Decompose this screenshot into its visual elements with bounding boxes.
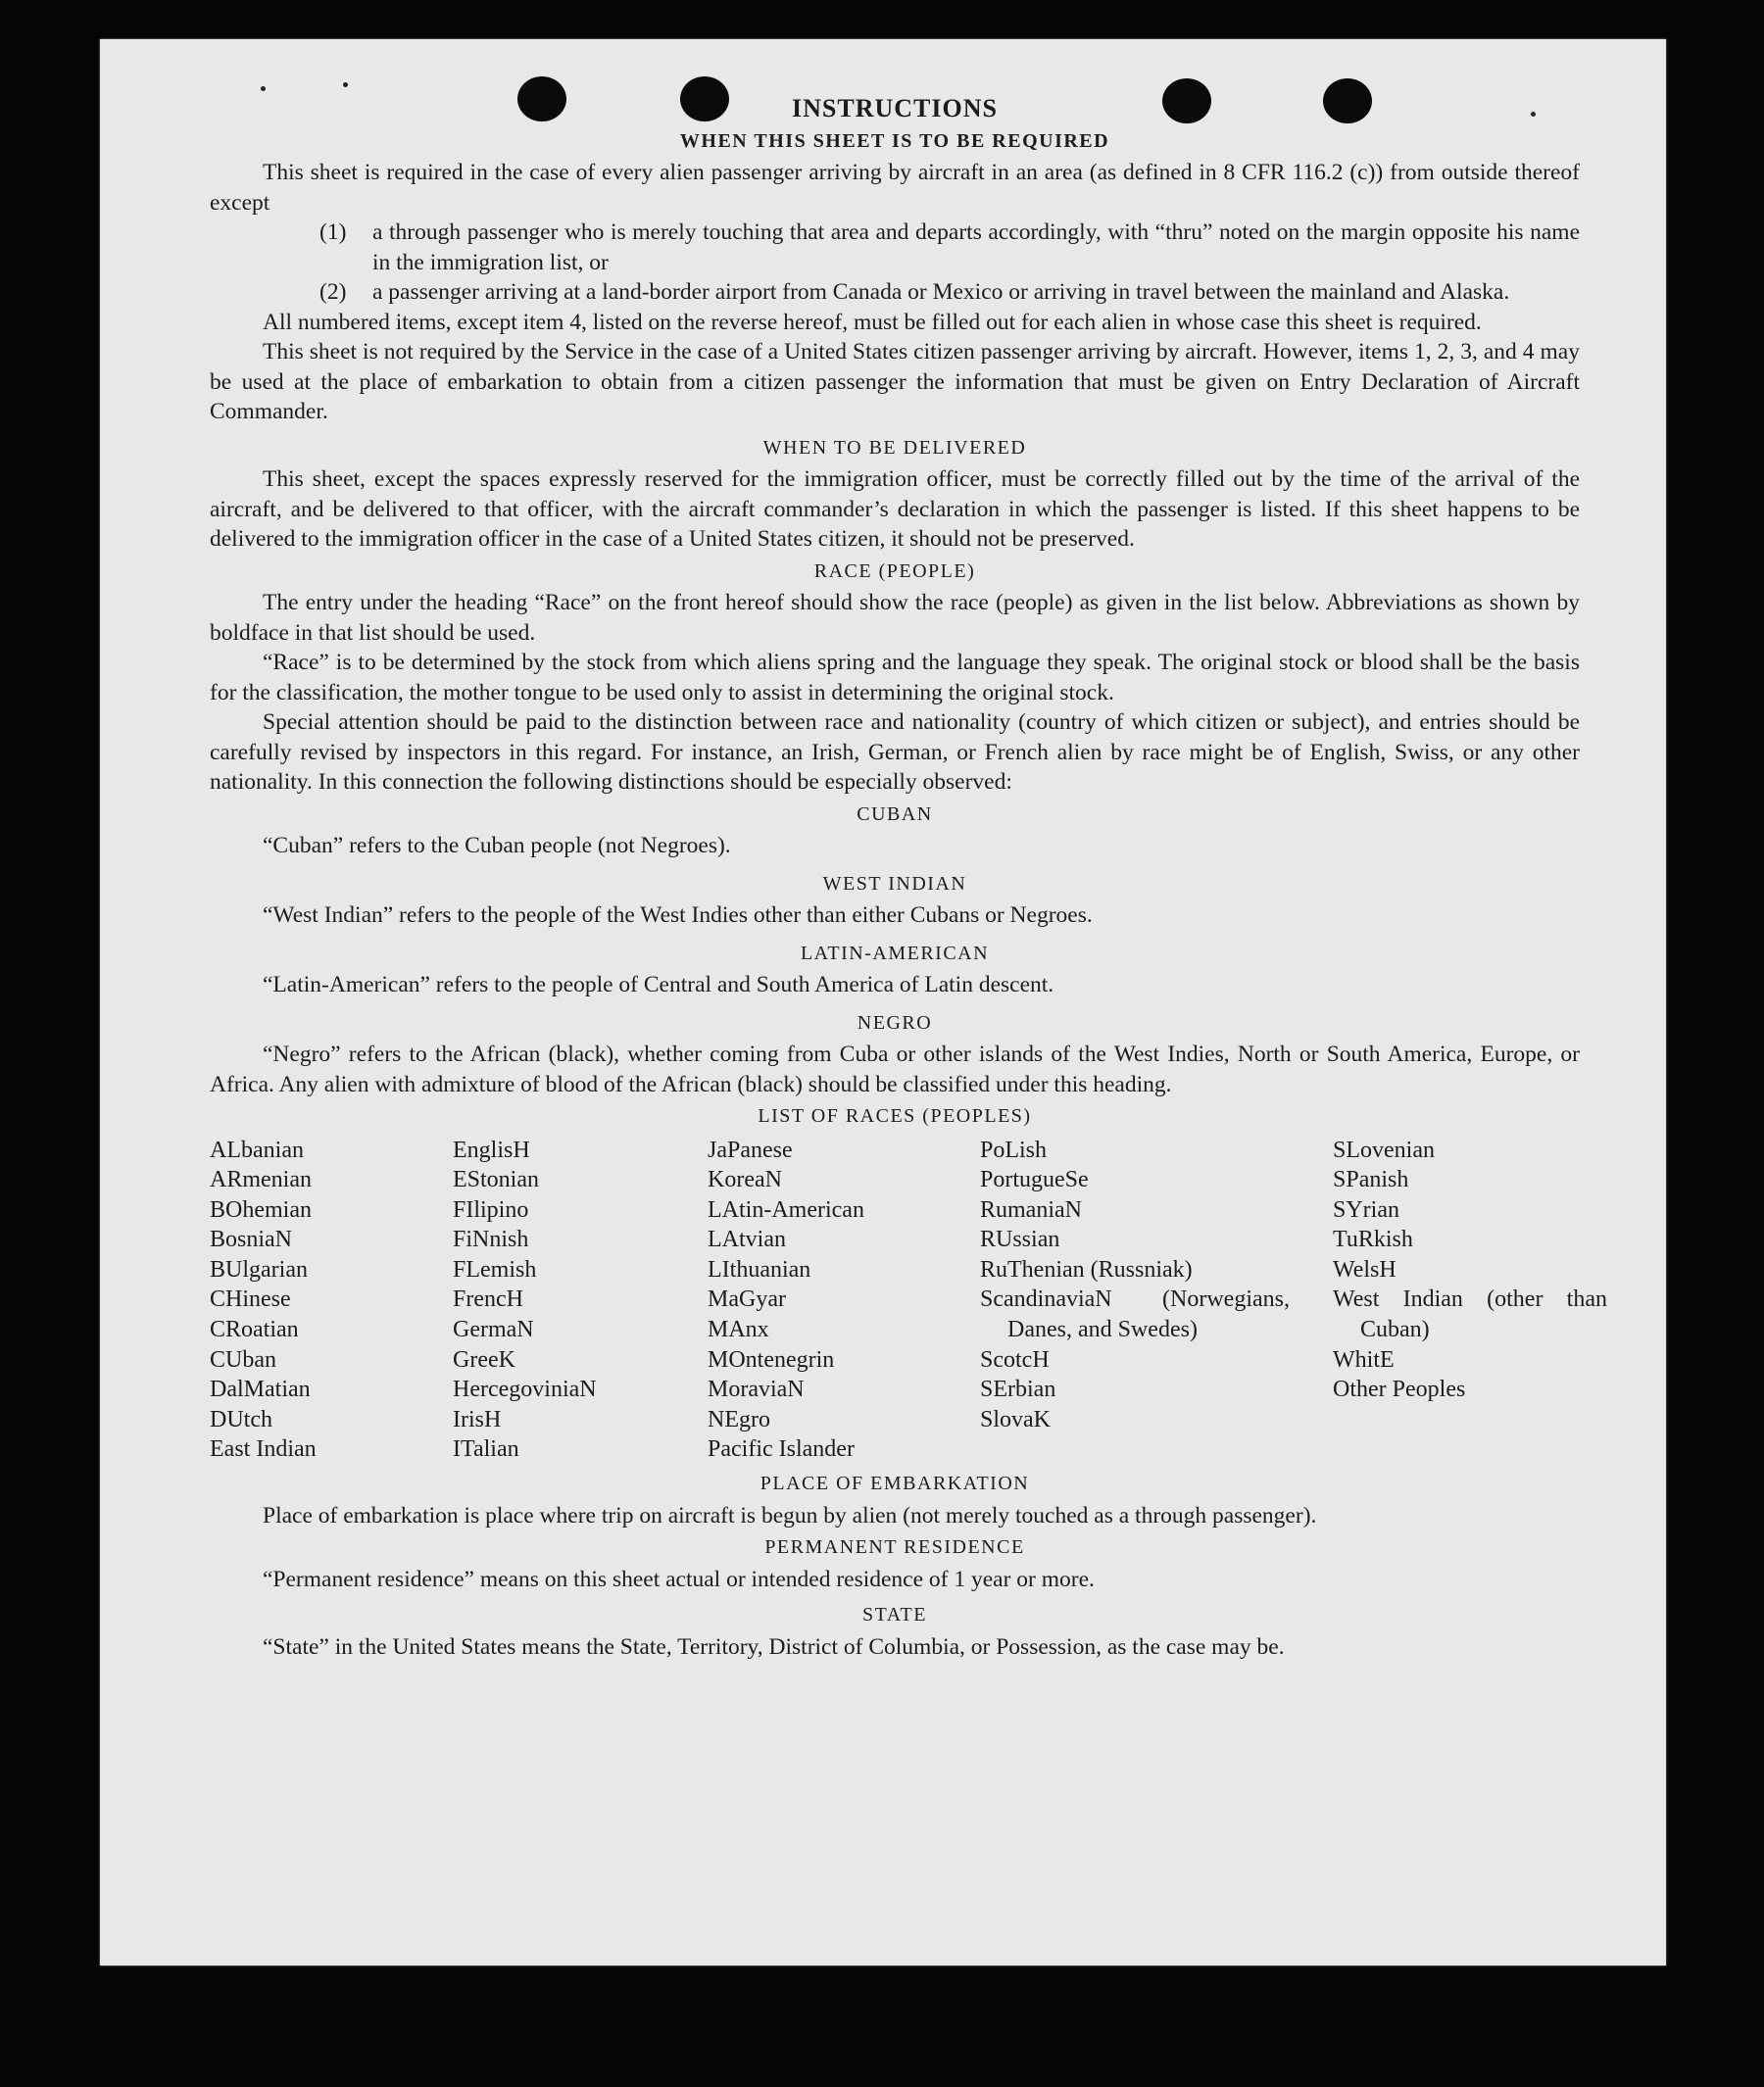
item-text: a passenger arriving at a land-border airport from Canada or Mexico or arriving in travel between the mainland and Alaska.: [372, 279, 1510, 305]
races-column: [980, 1136, 1333, 1466]
race-entry: MoraviaN: [708, 1377, 805, 1403]
heading-state: STATE: [862, 1604, 927, 1626]
race-entry: ARmenian: [210, 1167, 312, 1193]
race-entry: LAtvian: [708, 1227, 786, 1253]
races-column: [1333, 1136, 1607, 1466]
race-entry: ScandinaviaN (Norwegians, Danes, and Swedes): [980, 1286, 1290, 1343]
race-entry: SYrian: [1333, 1196, 1399, 1223]
race-entry: GreeK: [453, 1346, 515, 1373]
document-content: [210, 94, 1607, 1662]
race-entry: East Indian: [210, 1436, 317, 1463]
required-intro: This sheet is required in the case of every alien passenger arriving by aircraft in an area (as defined in 8 CFR 116.2 (c)) from outside thereof except: [210, 160, 1580, 216]
heading-when-required: WHEN THIS SHEET IS TO BE REQUIRED: [679, 129, 1110, 152]
west-indian-text: “West Indian” refers to the people of the West Indies other than either Cubans or Negroes.: [263, 902, 1093, 928]
races-list: [210, 1136, 1607, 1466]
race-entry: WelsH: [1333, 1256, 1396, 1283]
heading-latin-american: LATIN-AMERICAN: [800, 942, 990, 964]
heading-when-delivered: WHEN TO BE DELIVERED: [762, 436, 1027, 459]
residence-text: “Permanent residence” means on this sheet actual or intended residence of 1 year or more.: [263, 1566, 1095, 1592]
heading-embarkation: PLACE OF EMBARKATION: [760, 1473, 1030, 1495]
required-para-2: All numbered items, except item 4, listed on the reverse hereof, must be filled out for each alien in whose case this sheet is required.: [263, 309, 1482, 335]
race-entry: BUlgarian: [210, 1256, 308, 1283]
race-entry: TuRkish: [1333, 1227, 1413, 1253]
race-entry: MOntenegrin: [708, 1346, 835, 1373]
race-entry: DUtch: [210, 1406, 272, 1432]
race-entry: IrisH: [453, 1406, 502, 1432]
delivered-para: This sheet, except the spaces expressly reserved for the immigration officer, must be correctly filled out by the time of the arrival of the aircraft, and be delivered to that officer, with the aircraft commander’s declaration in which the passenger is listed. If this sheet happens to be delivered to the immigration officer in the case of a United States citizen, it should not be preserved.: [210, 466, 1580, 552]
race-entry: PortugueSe: [980, 1167, 1089, 1193]
state-text: “State” in the United States means the State, Territory, District of Columbia, or Possession, as the case may be.: [263, 1633, 1285, 1660]
negro-text: “Negro” refers to the African (black), whether coming from Cuba or other islands of the West Indies, North or South America, Europe, or Africa. Any alien with admixture of blood of the African (black) should be classified under this heading.: [210, 1042, 1580, 1097]
races-column: [210, 1136, 453, 1466]
race-entry: SLovenian: [1333, 1137, 1435, 1163]
races-column: [708, 1136, 980, 1466]
race-entry: Other Peoples: [1333, 1377, 1466, 1403]
latin-american-text: “Latin-American” refers to the people of Central and South America of Latin descent.: [263, 972, 1054, 997]
heading-permanent-residence: PERMANENT RESIDENCE: [764, 1536, 1025, 1559]
race-entry: SPanish: [1333, 1167, 1409, 1193]
race-entry: MaGyar: [708, 1286, 786, 1313]
race-entry: CUban: [210, 1346, 276, 1373]
item-number: (2): [319, 279, 347, 305]
race-entry: FIlipino: [453, 1196, 529, 1223]
race-entry: CHinese: [210, 1286, 291, 1313]
race-entry: FiNnish: [453, 1227, 529, 1253]
race-entry: ScotcH: [980, 1346, 1050, 1373]
item-text: a through passenger who is merely touching that area and departs accordingly, with “thru” noted on the margin opposite his name in the immigration list, or: [372, 219, 1580, 275]
speck: [343, 82, 348, 87]
race-entry: GermaN: [453, 1317, 534, 1343]
cuban-text: “Cuban” refers to the Cuban people (not Negroes).: [263, 833, 731, 858]
race-entry: MAnx: [708, 1317, 769, 1343]
race-entry: WhitE: [1333, 1346, 1395, 1373]
heading-race: RACE (PEOPLE): [813, 559, 976, 582]
race-entry: LAtin-American: [708, 1196, 864, 1223]
race-entry: Pacific Islander: [708, 1436, 855, 1463]
race-para-3: Special attention should be paid to the distinction between race and nationality (country of which citizen or subject), and entries should be carefully revised by inspectors in this regard. For instance, an Irish, German, or French alien by race might be of English, Swiss, or any other nationality. In this connection the following distinctions should be especially observed:: [210, 709, 1580, 795]
speck: [261, 86, 266, 91]
page-title: INSTRUCTIONS: [792, 94, 998, 122]
race-entry: ALbanian: [210, 1137, 304, 1163]
heading-list-of-races: LIST OF RACES (PEOPLES): [758, 1105, 1032, 1127]
race-entry: FLemish: [453, 1256, 537, 1283]
exception-item: [210, 218, 1580, 277]
race-entry: SErbian: [980, 1377, 1056, 1403]
race-entry: JaPanese: [708, 1137, 793, 1163]
races-column: [453, 1136, 708, 1466]
race-entry: LIthuanian: [708, 1256, 811, 1283]
race-entry: RUssian: [980, 1227, 1060, 1253]
race-entry: FrencH: [453, 1286, 523, 1313]
exception-item: [210, 277, 1580, 308]
race-entry: HercegoviniaN: [453, 1377, 597, 1403]
heading-negro: NEGRO: [857, 1011, 933, 1034]
heading-cuban: CUBAN: [857, 802, 933, 825]
race-entry: RuThenian (Russniak): [980, 1256, 1193, 1283]
race-entry: West Indian (other than Cuban): [1333, 1286, 1607, 1343]
race-entry: CRoatian: [210, 1317, 299, 1343]
race-entry: RumaniaN: [980, 1196, 1082, 1223]
race-entry: BosniaN: [210, 1227, 292, 1253]
race-entry: DalMatian: [210, 1377, 311, 1403]
race-entry: PoLish: [980, 1137, 1048, 1163]
required-para-3: This sheet is not required by the Service in the case of a United States citizen passenger arriving by aircraft. However, items 1, 2, 3, and 4 may be used at the place of embarkation to obtain from a citizen passenger the information that must be given on Entry Declaration of Aircraft Commander.: [210, 339, 1580, 424]
document-sheet: [100, 39, 1666, 1966]
race-entry: KoreaN: [708, 1167, 782, 1193]
heading-west-indian: WEST INDIAN: [822, 872, 967, 895]
race-entry: ITalian: [453, 1436, 519, 1463]
race-entry: SlovaK: [980, 1406, 1051, 1432]
race-entry: NEgro: [708, 1406, 770, 1432]
embarkation-text: Place of embarkation is place where trip on aircraft is begun by alien (not merely touched as a through passenger).: [263, 1502, 1317, 1529]
race-entry: EStonian: [453, 1167, 539, 1193]
race-entry: BOhemian: [210, 1196, 312, 1223]
race-entry: EnglisH: [453, 1137, 530, 1163]
item-number: (1): [319, 219, 347, 245]
race-para-2: “Race” is to be determined by the stock from which aliens spring and the language they speak. The original stock or blood shall be the basis for the classification, the mother tongue to be used only to assist in determining the original stock.: [210, 650, 1580, 705]
race-para-1: The entry under the heading “Race” on the front hereof should show the race (people) as given in the list below. Abbreviations as shown by boldface in that list should be used.: [210, 590, 1580, 646]
